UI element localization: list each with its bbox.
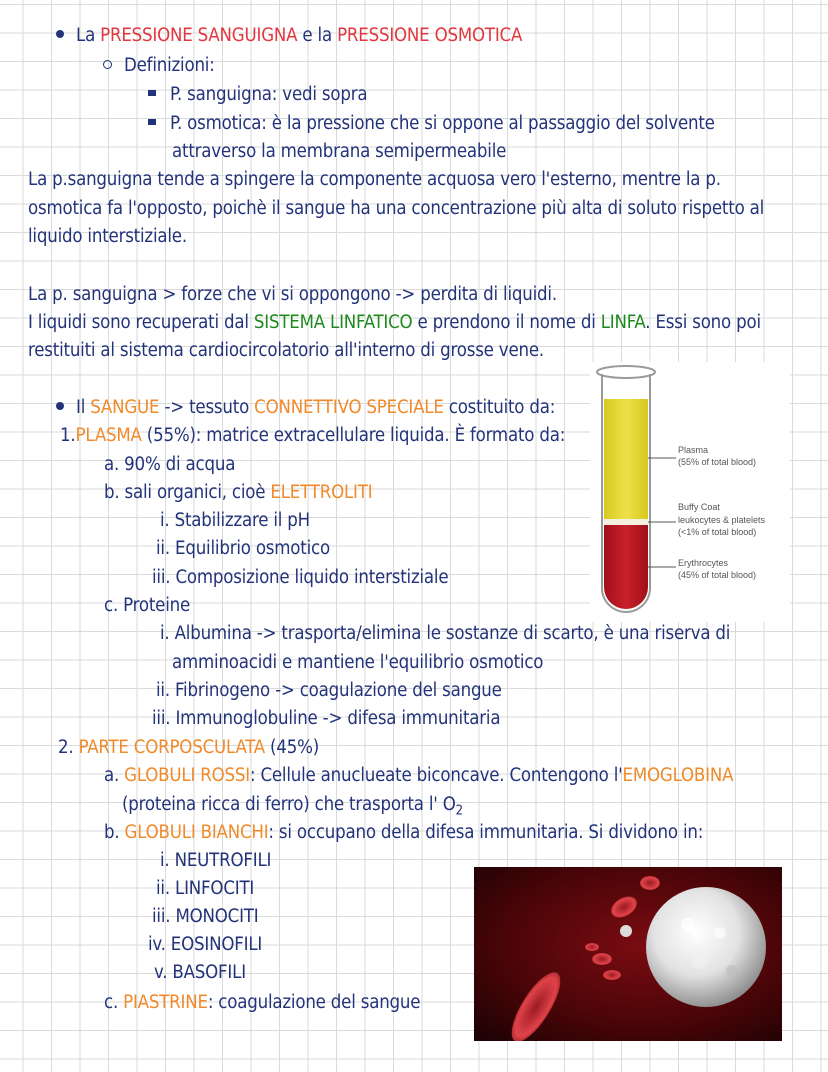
definition-1: P. sanguigna: vedi sopra bbox=[148, 83, 367, 107]
term-parte-corposculata: PARTE CORPOSCULATA bbox=[78, 737, 265, 758]
blood-heading: Il SANGUE -> tessuto CONNETTIVO SPECIALE costituito da: bbox=[56, 396, 555, 420]
term-pressione-osmotica: PRESSIONE OSMOTICA bbox=[337, 25, 523, 46]
protein-albumina-cont: amminoacidi e mantiene l'equilibrio osmotico bbox=[172, 652, 544, 673]
plasma-layer bbox=[604, 399, 648, 522]
globuli-rossi-cont: (proteina ricca di ferro) che trasporta l' $O_2$ bbox=[122, 794, 463, 819]
label-plasma-pct: (55% of total blood) bbox=[678, 457, 757, 467]
red-blood-cell bbox=[603, 970, 621, 980]
cell-texture bbox=[714, 927, 726, 939]
cell-texture bbox=[681, 918, 695, 932]
wbc-item: iv. EOSINOFILI bbox=[148, 934, 263, 955]
paragraph1-line: liquido interstiziale. bbox=[28, 226, 187, 247]
wbc-item: v. BASOFILI bbox=[154, 962, 246, 983]
label-ery: Erythrocytes bbox=[678, 558, 729, 568]
term-globuli-rossi: GLOBULI ROSSI bbox=[124, 765, 250, 786]
globuli-rossi: a. GLOBULI ROSSI: Cellule anuclueate biconcave. Contengono l'EMOGLOBINA bbox=[104, 765, 734, 786]
red-blood-cell bbox=[585, 943, 599, 951]
erythrocyte-layer bbox=[604, 525, 648, 609]
paragraph1-line: La p.sanguigna tende a spingere la componente acquosa vero l'esterno, mentre la p. bbox=[28, 169, 721, 190]
protein-fibrinogeno: ii. Fibrinogeno -> coagulazione del sangue bbox=[156, 680, 502, 701]
term-piastrine: PIASTRINE bbox=[123, 992, 208, 1013]
bullet-square-icon bbox=[148, 90, 156, 96]
paragraph1-line: osmotica fa l'opposto, poichè il sangue ha una concentrazione più alta di soluto rispetto al bbox=[28, 198, 765, 219]
wbc-item: ii. LINFOCITI bbox=[156, 878, 255, 899]
term-plasma: PLASMA bbox=[75, 425, 142, 446]
buffy-coat-layer bbox=[604, 519, 648, 525]
label-ery-pct: (45% of total blood) bbox=[678, 570, 757, 580]
white-blood-cell-image bbox=[474, 867, 782, 1041]
term-linfa: LINFA bbox=[600, 312, 646, 333]
term-globuli-bianchi: GLOBULI BIANCHI bbox=[124, 822, 269, 843]
protein-albumina: i. Albumina -> trasporta/elimina le sostanze di scarto, è una riserva di bbox=[160, 623, 731, 644]
wbc-item: i. NEUTROFILI bbox=[160, 850, 272, 871]
label-plasma: Plasma bbox=[678, 445, 709, 455]
corpuscular-heading: 2. PARTE CORPOSCULATA (45%) bbox=[58, 737, 319, 758]
globuli-bianchi: b. GLOBULI BIANCHI: si occupano della difesa immunitaria. Si dividono in: bbox=[104, 822, 704, 843]
red-blood-cell bbox=[640, 876, 660, 890]
salts-ph: i. Stabilizzare il pH bbox=[160, 510, 310, 531]
term-emoglobina: EMOGLOBINA bbox=[622, 765, 734, 786]
plasma-proteins: c. Proteine bbox=[104, 595, 191, 616]
definition-2: P. osmotica: è la pressione che si oppone al passaggio del solvente bbox=[148, 112, 715, 136]
intro-heading: La PRESSIONE SANGUIGNA e la PRESSIONE OSMOTICA bbox=[56, 24, 522, 48]
term-elettroliti: ELETTROLITI bbox=[270, 482, 373, 503]
plasma-heading: 1.PLASMA (55%): matrice extracellulare liquida. È formato da: bbox=[60, 425, 566, 446]
cell-texture bbox=[726, 965, 738, 977]
salts-composition: iii. Composizione liquido interstiziale bbox=[152, 567, 449, 588]
definition-2-cont: attraverso la membrana semipermeabile bbox=[172, 141, 507, 162]
plasma-water: a. 90% di acqua bbox=[104, 454, 236, 475]
protein-immunoglobuline: iii. Immunoglobuline -> difesa immunitaria bbox=[152, 708, 501, 729]
wbc-item: iii. MONOCITI bbox=[152, 906, 259, 927]
bullet-dot-icon bbox=[56, 30, 64, 38]
bullet-dot-icon bbox=[56, 402, 64, 410]
salts-osmotic: ii. Equilibrio osmotico bbox=[156, 538, 330, 559]
bullet-square-icon bbox=[148, 119, 156, 125]
label-buffy: Buffy Coat bbox=[678, 502, 720, 512]
paragraph2-line1: La p. sanguigna > forze che vi si oppongono -> perdita di liquidi. bbox=[28, 284, 557, 305]
term-sangue: SANGUE bbox=[90, 397, 160, 418]
definitions-label: Definizioni: bbox=[103, 54, 215, 78]
blood-test-tube-figure bbox=[590, 362, 790, 622]
label-buffy-desc: leukocytes & platelets bbox=[678, 515, 766, 525]
term-sistema-linfatico: SISTEMA LINFATICO bbox=[253, 312, 413, 333]
bullet-ring-icon bbox=[103, 60, 112, 69]
white-blood-cell bbox=[646, 887, 766, 1007]
red-blood-cell bbox=[592, 953, 612, 965]
piastrine: c. PIASTRINE: coagulazione del sangue bbox=[104, 992, 421, 1013]
term-connettivo-speciale: CONNETTIVO SPECIALE bbox=[254, 397, 444, 418]
paragraph2-line3: restituiti al sistema cardiocircolatorio all'interno di grosse vene. bbox=[28, 340, 544, 361]
term-pressione-sanguigna: PRESSIONE SANGUIGNA bbox=[100, 25, 298, 46]
label-buffy-pct: (<1% of total blood) bbox=[678, 527, 757, 537]
platelet bbox=[620, 925, 632, 937]
plasma-salts: b. sali organici, cioè ELETTROLITI bbox=[104, 482, 373, 503]
paragraph2-line2: I liquidi sono recuperati dal SISTEMA LINFATICO e prendono il nome di LINFA. Essi sono poi bbox=[28, 312, 761, 333]
cell-texture bbox=[692, 953, 708, 969]
